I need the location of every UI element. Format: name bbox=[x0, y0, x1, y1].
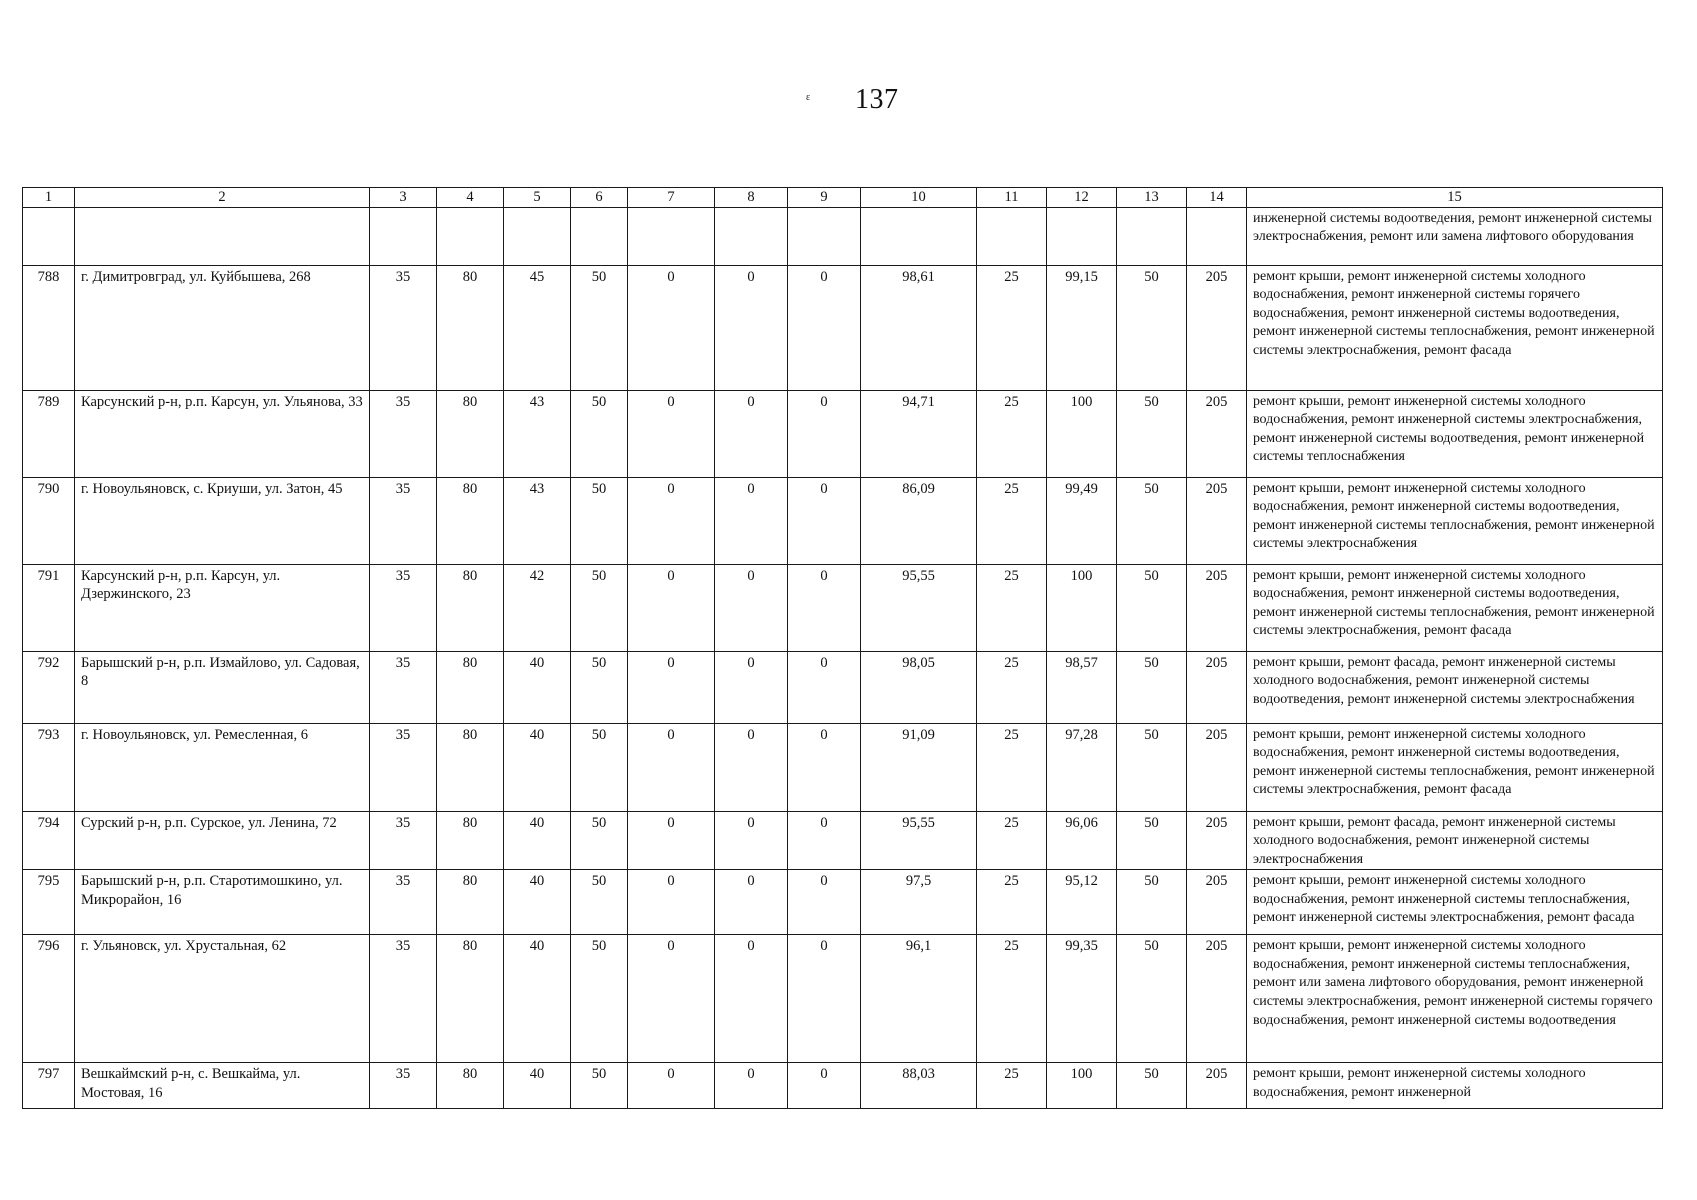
cell-col-9: 0 bbox=[788, 265, 861, 390]
cell-row-number: 796 bbox=[23, 935, 75, 1063]
column-header-7: 7 bbox=[628, 188, 715, 208]
cell-col-5: 40 bbox=[504, 723, 571, 811]
cell-col-12: 97,28 bbox=[1047, 723, 1117, 811]
cell-col-6: 50 bbox=[571, 723, 628, 811]
cell-col-6: 50 bbox=[571, 390, 628, 477]
cell-col-10: 98,61 bbox=[861, 265, 977, 390]
cell-col-4: 80 bbox=[437, 1063, 504, 1109]
cell-col-13: 50 bbox=[1117, 723, 1187, 811]
cell-col-13: 50 bbox=[1117, 564, 1187, 651]
cell-col-5: 40 bbox=[504, 935, 571, 1063]
cell-col-13: 50 bbox=[1117, 390, 1187, 477]
table-row bbox=[23, 207, 1663, 265]
cell-address: Барышский р-н, р.п. Измайлово, ул. Садовая, 8 bbox=[75, 651, 370, 723]
cell-col-8: 0 bbox=[715, 1063, 788, 1109]
cell-address: г. Ульяновск, ул. Хрустальная, 62 bbox=[75, 935, 370, 1063]
table-row bbox=[23, 564, 1663, 651]
cell-col-13: 50 bbox=[1117, 477, 1187, 564]
cell-col-8: 0 bbox=[715, 477, 788, 564]
cell-col-14: 205 bbox=[1187, 390, 1247, 477]
cell-col-4: 80 bbox=[437, 651, 504, 723]
cell-col-14: 205 bbox=[1187, 811, 1247, 870]
column-header-13: 13 bbox=[1117, 188, 1187, 208]
cell-col-9: 0 bbox=[788, 935, 861, 1063]
cell-col-4: 80 bbox=[437, 723, 504, 811]
cell-col-6: 50 bbox=[571, 265, 628, 390]
cell-col-11: 25 bbox=[977, 811, 1047, 870]
cell-col-14 bbox=[1187, 207, 1247, 265]
cell-col-10: 86,09 bbox=[861, 477, 977, 564]
work-schedule-table bbox=[22, 187, 1663, 1109]
cell-col-4: 80 bbox=[437, 870, 504, 935]
cell-col-14: 205 bbox=[1187, 651, 1247, 723]
cell-row-number: 793 bbox=[23, 723, 75, 811]
table-row bbox=[23, 265, 1663, 390]
cell-col-10: 95,55 bbox=[861, 811, 977, 870]
cell-col-11: 25 bbox=[977, 935, 1047, 1063]
cell-col-3: 35 bbox=[370, 564, 437, 651]
cell-col-3: 35 bbox=[370, 723, 437, 811]
cell-work-types: ремонт крыши, ремонт инженерной системы холодного водоснабжения, ремонт инженерной bbox=[1247, 1063, 1663, 1109]
cell-col-11: 25 bbox=[977, 564, 1047, 651]
cell-col-9: 0 bbox=[788, 870, 861, 935]
cell-col-7: 0 bbox=[628, 477, 715, 564]
cell-col-12: 100 bbox=[1047, 390, 1117, 477]
cell-col-13: 50 bbox=[1117, 265, 1187, 390]
cell-col-8: 0 bbox=[715, 723, 788, 811]
cell-col-4: 80 bbox=[437, 935, 504, 1063]
column-header-2: 2 bbox=[75, 188, 370, 208]
cell-col-4: 80 bbox=[437, 265, 504, 390]
cell-col-5: 40 bbox=[504, 811, 571, 870]
cell-row-number: 797 bbox=[23, 1063, 75, 1109]
cell-col-13: 50 bbox=[1117, 1063, 1187, 1109]
cell-col-12: 95,12 bbox=[1047, 870, 1117, 935]
cell-col-12 bbox=[1047, 207, 1117, 265]
cell-row-number: 792 bbox=[23, 651, 75, 723]
cell-col-9: 0 bbox=[788, 477, 861, 564]
cell-col-10: 96,1 bbox=[861, 935, 977, 1063]
cell-col-14: 205 bbox=[1187, 723, 1247, 811]
cell-work-types: ремонт крыши, ремонт инженерной системы холодного водоснабжения, ремонт инженерной системы горячего водоснабжения, ремонт инженерной системы водоотведения, ремонт инженерной системы теплоснабжения, ремонт инженерной системы электроснабжения, ремонт фасада bbox=[1247, 265, 1663, 390]
cell-col-5: 40 bbox=[504, 1063, 571, 1109]
cell-col-10 bbox=[861, 207, 977, 265]
cell-col-3: 35 bbox=[370, 390, 437, 477]
cell-col-12: 96,06 bbox=[1047, 811, 1117, 870]
cell-col-12: 99,35 bbox=[1047, 935, 1117, 1063]
cell-col-7: 0 bbox=[628, 935, 715, 1063]
cell-col-9: 0 bbox=[788, 390, 861, 477]
cell-col-11: 25 bbox=[977, 265, 1047, 390]
cell-col-14: 205 bbox=[1187, 265, 1247, 390]
cell-col-3 bbox=[370, 207, 437, 265]
cell-col-10: 97,5 bbox=[861, 870, 977, 935]
cell-col-6: 50 bbox=[571, 564, 628, 651]
table-row bbox=[23, 651, 1663, 723]
cell-col-11: 25 bbox=[977, 723, 1047, 811]
cell-col-6: 50 bbox=[571, 651, 628, 723]
column-header-1: 1 bbox=[23, 188, 75, 208]
cell-col-9: 0 bbox=[788, 651, 861, 723]
cell-col-5: 45 bbox=[504, 265, 571, 390]
cell-col-12: 100 bbox=[1047, 564, 1117, 651]
cell-address: г. Димитровград, ул. Куйбышева, 268 bbox=[75, 265, 370, 390]
cell-col-9: 0 bbox=[788, 1063, 861, 1109]
cell-col-4: 80 bbox=[437, 390, 504, 477]
cell-col-14: 205 bbox=[1187, 564, 1247, 651]
cell-row-number: 794 bbox=[23, 811, 75, 870]
cell-col-5: 43 bbox=[504, 390, 571, 477]
cell-address: Вешкаймский р-н, с. Вешкайма, ул. Мостовая, 16 bbox=[75, 1063, 370, 1109]
cell-col-12: 99,15 bbox=[1047, 265, 1117, 390]
column-header-9: 9 bbox=[788, 188, 861, 208]
cell-col-7: 0 bbox=[628, 564, 715, 651]
cell-col-10: 95,55 bbox=[861, 564, 977, 651]
cell-row-number: 789 bbox=[23, 390, 75, 477]
table-row bbox=[23, 870, 1663, 935]
cell-col-5: 43 bbox=[504, 477, 571, 564]
cell-col-13: 50 bbox=[1117, 811, 1187, 870]
cell-col-7: 0 bbox=[628, 651, 715, 723]
cell-col-3: 35 bbox=[370, 1063, 437, 1109]
cell-col-14: 205 bbox=[1187, 1063, 1247, 1109]
cell-work-types: ремонт крыши, ремонт фасада, ремонт инженерной системы холодного водоснабжения, ремонт инженерной системы водоотведения, ремонт инженерной системы электроснабжения bbox=[1247, 651, 1663, 723]
table-row bbox=[23, 935, 1663, 1063]
cell-col-7: 0 bbox=[628, 811, 715, 870]
cell-col-9 bbox=[788, 207, 861, 265]
cell-col-7: 0 bbox=[628, 870, 715, 935]
cell-col-3: 35 bbox=[370, 477, 437, 564]
cell-col-5 bbox=[504, 207, 571, 265]
page-number: 137 bbox=[855, 84, 899, 115]
cell-col-5: 42 bbox=[504, 564, 571, 651]
cell-col-10: 94,71 bbox=[861, 390, 977, 477]
cell-col-11: 25 bbox=[977, 1063, 1047, 1109]
cell-col-7 bbox=[628, 207, 715, 265]
cell-col-8: 0 bbox=[715, 935, 788, 1063]
cell-col-3: 35 bbox=[370, 870, 437, 935]
column-header-5: 5 bbox=[504, 188, 571, 208]
cell-row-number: 790 bbox=[23, 477, 75, 564]
cell-address: г. Новоульяновск, с. Криуши, ул. Затон, 45 bbox=[75, 477, 370, 564]
cell-col-13: 50 bbox=[1117, 935, 1187, 1063]
cell-col-14: 205 bbox=[1187, 870, 1247, 935]
cell-work-types: инженерной системы водоотведения, ремонт инженерной системы электроснабжения, ремонт или замена лифтового оборудования bbox=[1247, 207, 1663, 265]
table-row bbox=[23, 390, 1663, 477]
table-row bbox=[23, 811, 1663, 870]
table-row bbox=[23, 723, 1663, 811]
cell-col-4 bbox=[437, 207, 504, 265]
cell-col-3: 35 bbox=[370, 265, 437, 390]
cell-col-12: 98,57 bbox=[1047, 651, 1117, 723]
cell-col-9: 0 bbox=[788, 811, 861, 870]
cell-row-number: 791 bbox=[23, 564, 75, 651]
cell-col-11: 25 bbox=[977, 870, 1047, 935]
column-header-11: 11 bbox=[977, 188, 1047, 208]
column-header-8: 8 bbox=[715, 188, 788, 208]
cell-col-8 bbox=[715, 207, 788, 265]
cell-col-12: 100 bbox=[1047, 1063, 1117, 1109]
cell-col-5: 40 bbox=[504, 870, 571, 935]
cell-col-14: 205 bbox=[1187, 477, 1247, 564]
cell-col-3: 35 bbox=[370, 935, 437, 1063]
cell-col-5: 40 bbox=[504, 651, 571, 723]
cell-row-number bbox=[23, 207, 75, 265]
cell-col-9: 0 bbox=[788, 564, 861, 651]
cell-col-11: 25 bbox=[977, 390, 1047, 477]
cell-work-types: ремонт крыши, ремонт фасада, ремонт инженерной системы холодного водоснабжения, ремонт инженерной системы электроснабжения bbox=[1247, 811, 1663, 870]
cell-col-4: 80 bbox=[437, 811, 504, 870]
table-body bbox=[23, 207, 1663, 1109]
page-mark: ε bbox=[806, 92, 811, 103]
cell-address: Карсунский р-н, р.п. Карсун, ул. Дзержинского, 23 bbox=[75, 564, 370, 651]
cell-col-8: 0 bbox=[715, 651, 788, 723]
cell-work-types: ремонт крыши, ремонт инженерной системы холодного водоснабжения, ремонт инженерной системы водоотведения, ремонт инженерной системы теплоснабжения, ремонт инженерной системы электроснабжения, ремонт фасада bbox=[1247, 723, 1663, 811]
cell-work-types: ремонт крыши, ремонт инженерной системы холодного водоснабжения, ремонт инженерной системы водоотведения, ремонт инженерной системы теплоснабжения, ремонт инженерной системы электроснабжения bbox=[1247, 477, 1663, 564]
cell-address bbox=[75, 207, 370, 265]
cell-col-10: 88,03 bbox=[861, 1063, 977, 1109]
column-header-4: 4 bbox=[437, 188, 504, 208]
cell-col-8: 0 bbox=[715, 390, 788, 477]
cell-col-7: 0 bbox=[628, 723, 715, 811]
cell-col-10: 91,09 bbox=[861, 723, 977, 811]
cell-col-6 bbox=[571, 207, 628, 265]
cell-row-number: 795 bbox=[23, 870, 75, 935]
cell-col-6: 50 bbox=[571, 477, 628, 564]
cell-col-13 bbox=[1117, 207, 1187, 265]
cell-col-12: 99,49 bbox=[1047, 477, 1117, 564]
cell-col-8: 0 bbox=[715, 564, 788, 651]
cell-work-types: ремонт крыши, ремонт инженерной системы холодного водоснабжения, ремонт инженерной системы теплоснабжения, ремонт инженерной системы электроснабжения, ремонт фасада bbox=[1247, 870, 1663, 935]
cell-col-6: 50 bbox=[571, 1063, 628, 1109]
cell-col-14: 205 bbox=[1187, 935, 1247, 1063]
cell-col-8: 0 bbox=[715, 265, 788, 390]
column-header-12: 12 bbox=[1047, 188, 1117, 208]
work-schedule-table-container bbox=[22, 187, 1662, 1109]
cell-col-4: 80 bbox=[437, 564, 504, 651]
cell-col-6: 50 bbox=[571, 870, 628, 935]
column-header-6: 6 bbox=[571, 188, 628, 208]
table-row bbox=[23, 477, 1663, 564]
column-header-15: 15 bbox=[1247, 188, 1663, 208]
cell-col-9: 0 bbox=[788, 723, 861, 811]
cell-address: Барышский р-н, р.п. Старотимошкино, ул. Микрорайон, 16 bbox=[75, 870, 370, 935]
cell-work-types: ремонт крыши, ремонт инженерной системы холодного водоснабжения, ремонт инженерной системы водоотведения, ремонт инженерной системы теплоснабжения, ремонт инженерной системы электроснабжения, ремонт фасада bbox=[1247, 564, 1663, 651]
cell-col-6: 50 bbox=[571, 935, 628, 1063]
cell-address: Карсунский р-н, р.п. Карсун, ул. Ульянова, 33 bbox=[75, 390, 370, 477]
cell-col-7: 0 bbox=[628, 1063, 715, 1109]
cell-work-types: ремонт крыши, ремонт инженерной системы холодного водоснабжения, ремонт инженерной системы электроснабжения, ремонт инженерной системы водоотведения, ремонт инженерной системы теплоснабжения bbox=[1247, 390, 1663, 477]
column-header-3: 3 bbox=[370, 188, 437, 208]
table-header-row bbox=[23, 188, 1663, 208]
table-row bbox=[23, 1063, 1663, 1109]
cell-col-10: 98,05 bbox=[861, 651, 977, 723]
cell-address: Сурский р-н, р.п. Сурское, ул. Ленина, 72 bbox=[75, 811, 370, 870]
column-header-14: 14 bbox=[1187, 188, 1247, 208]
cell-address: г. Новоульяновск, ул. Ремесленная, 6 bbox=[75, 723, 370, 811]
cell-work-types: ремонт крыши, ремонт инженерной системы холодного водоснабжения, ремонт инженерной системы теплоснабжения, ремонт или замена лифтового оборудования, ремонт инженерной системы электроснабжения, ремонт инженерной системы горячего водоснабжения, ремонт инженерной системы водоотведения bbox=[1247, 935, 1663, 1063]
cell-col-3: 35 bbox=[370, 651, 437, 723]
cell-col-8: 0 bbox=[715, 811, 788, 870]
cell-col-13: 50 bbox=[1117, 651, 1187, 723]
cell-col-7: 0 bbox=[628, 265, 715, 390]
column-header-10: 10 bbox=[861, 188, 977, 208]
cell-row-number: 788 bbox=[23, 265, 75, 390]
cell-col-13: 50 bbox=[1117, 870, 1187, 935]
cell-col-3: 35 bbox=[370, 811, 437, 870]
cell-col-11: 25 bbox=[977, 477, 1047, 564]
cell-col-4: 80 bbox=[437, 477, 504, 564]
cell-col-8: 0 bbox=[715, 870, 788, 935]
cell-col-7: 0 bbox=[628, 390, 715, 477]
cell-col-11: 25 bbox=[977, 651, 1047, 723]
cell-col-6: 50 bbox=[571, 811, 628, 870]
cell-col-11 bbox=[977, 207, 1047, 265]
